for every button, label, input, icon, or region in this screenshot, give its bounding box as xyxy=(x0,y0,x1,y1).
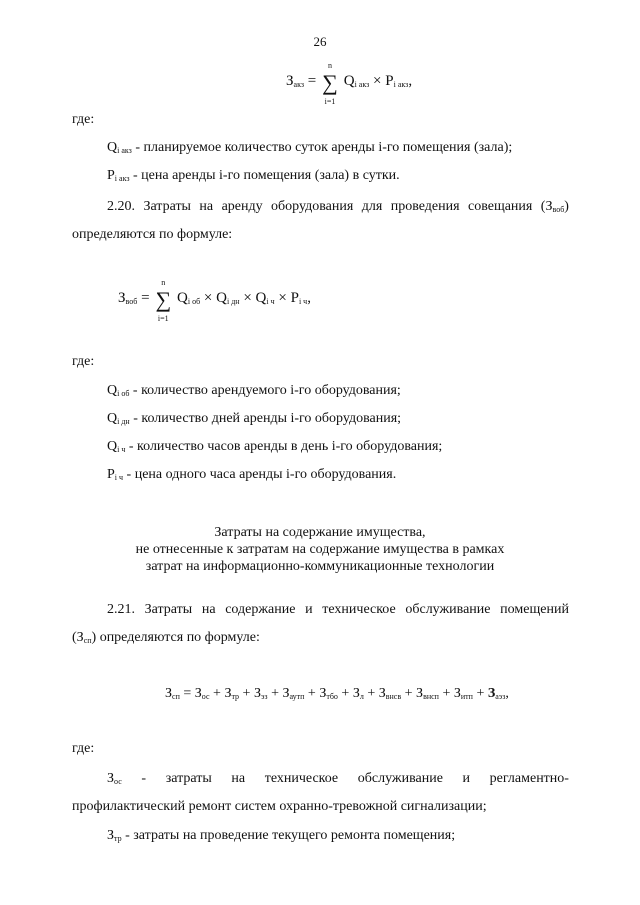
definition-z-os-line1: $З_{ос}$ - затраты на техническое обслуживание и регламентно- xyxy=(107,771,569,786)
definition-q-akz: $Q_{i акз}$ - планируемое количество суток аренды i-го помещения (зала); xyxy=(107,140,513,155)
formula-rent-hall: $З_{акз}$ = ∑ n i=1 $Q_{i акз} \times P_{i акз}$, xyxy=(286,61,413,106)
definition-p-akz: $P_{i акз}$ - цена аренды i-го помещения (зала) в сутки. xyxy=(107,168,400,183)
definition-z-tr: $З_{тр}$ - затраты на проведение текущего ремонта помещения; xyxy=(107,828,456,843)
sum-symbol: ∑ n i=1 xyxy=(322,61,338,106)
definition-p-ch: $P_{i ч}$ - цена одного часа аренды i-го оборудования. xyxy=(107,467,397,482)
paragraph-2-20-line1: 2.20. Затраты на аренду оборудования для проведения совещания $(З_{воб})$ xyxy=(107,199,569,214)
where-label: где: xyxy=(72,112,95,127)
sum-symbol: ∑ n i=1 xyxy=(155,278,172,323)
formula-rent-equipment: $З_{воб}$ = ∑ n i=1 $Q_{i об} \times Q_{i дн} \times Q_{i ч} \times P_{i ч}$, xyxy=(118,278,311,323)
definition-z-os-line2: профилактический ремонт систем охранно-тревожной сигнализации; xyxy=(72,799,487,814)
page-number: 26 xyxy=(313,34,327,49)
where-label: где: xyxy=(72,354,95,369)
paragraph-2-21-line2: $(З_{сп})$ определяются по формуле: xyxy=(72,630,260,645)
where-label: где: xyxy=(72,741,95,756)
definition-q-ob: $Q_{i об}$ - количество арендуемого i-го оборудования; xyxy=(107,383,401,398)
section-heading: Затраты на содержание имущества, не отнесенные к затратам на содержание имущества в рамках затрат на информационно-коммуникационные технологии xyxy=(135,525,505,574)
definition-q-dn: $Q_{i дн}$ - количество дней аренды i-го оборудования; xyxy=(107,411,402,426)
paragraph-2-21-line1: 2.21. Затраты на содержание и техническое обслуживание помещений xyxy=(107,602,569,617)
formula-maintenance: $З_{сп} = З_{ос} + З_{тр} + З_{эз} + З_{аутп} + З_{тбо} + З_л + З_{внсв} + З_{внсп} + З_{итп} + З_{аэз}$, xyxy=(165,686,509,701)
paragraph-2-20-line2: определяются по формуле: xyxy=(72,227,233,242)
definition-q-ch: $Q_{i ч}$ - количество часов аренды в день i-го оборудования; xyxy=(107,439,443,454)
